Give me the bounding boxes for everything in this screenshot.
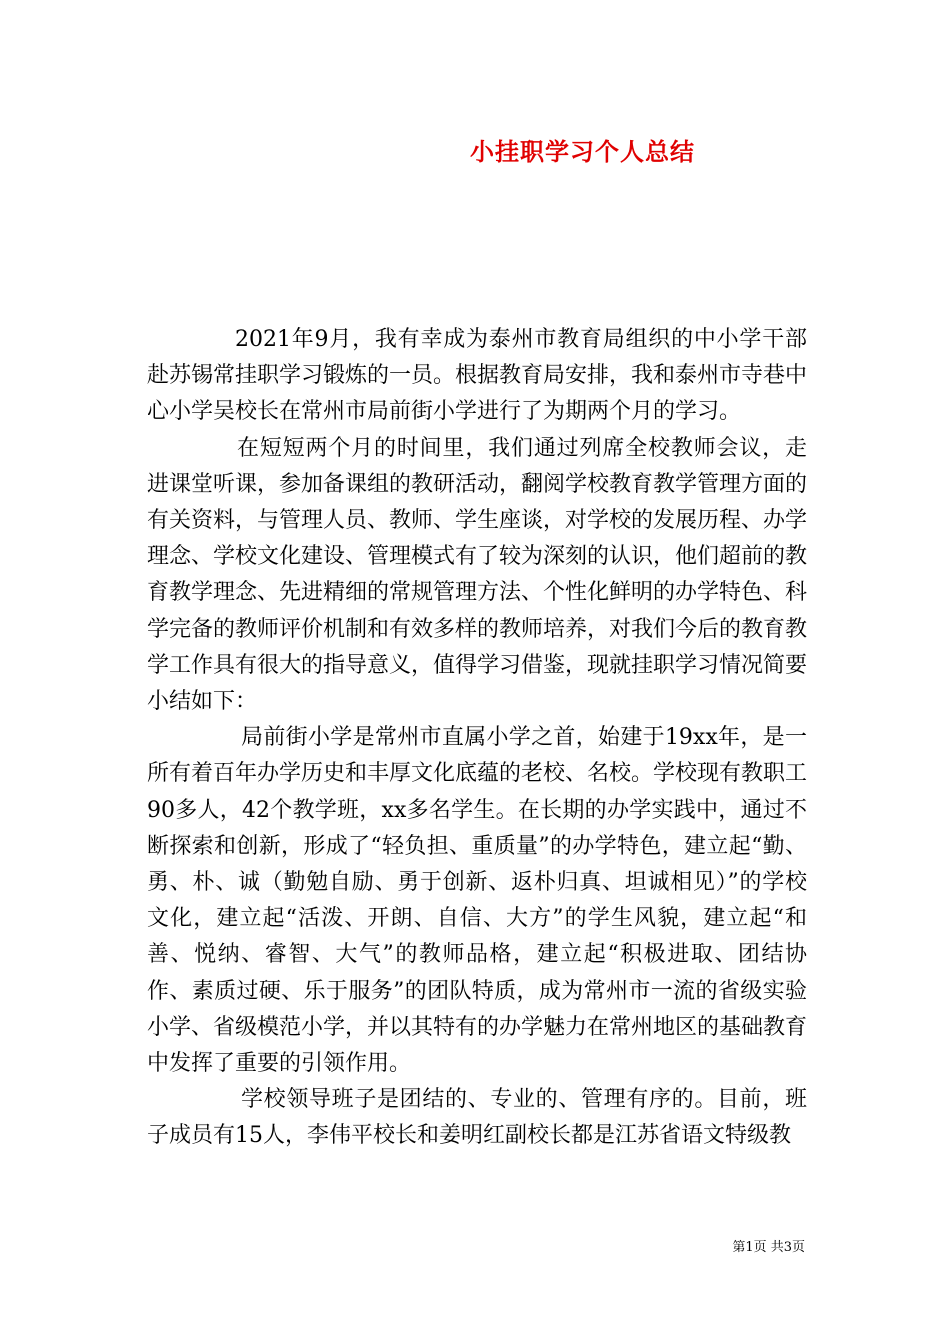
document-body — [147, 322, 807, 1155]
paragraph-2: 在短短两个月的时间里，我们通过列席全校教师会议，走进课堂听课，参加备课组的教研活动，翻阅学校教育教学管理方面的有关资料，与管理人员、教师、学生座谈，对学校的发展历程、办学理念、学校文化建设、管理模式有了较为深刻的认识，他们超前的教育教学理念、先进精细的常规管理方法、个性化鲜明的办学特色、科学完备的教师评价机制和有效多样的教师培养，对我们今后的教育教学工作具有很大的指导意义，值得学习借鉴，现就挂职学习情况简要小结如下： — [147, 435, 808, 715]
document-title: 小挂职学习个人总结 — [470, 137, 695, 166]
paragraph-3: 局前街小学是常州市直属小学之首，始建于19xx年，是一所有着百年办学历史和丰厚文化底蕴的老校、名校。学校现有教职工90多人，42个教学班，xx多名学生。在长期的办学实践中，通过不断探索和创新，形成了“轻负担、重质量”的办学特色，建立起“勤、勇、朴、诚（勤勉自励、勇于创新、返朴归真、坦诚相见）”的学校文化，建立起“活泼、开朗、自信、大方”的学生风貌，建立起“和善、悦纳、睿智、大气”的教师品格，建立起“积极进取、团结协作、素质过硬、乐于服务”的团队特质，成为常州市一流的省级实验小学、省级模范小学，并以其特有的办学魅力在常州地区的基础教育中发挥了重要的引领作用。 — [147, 725, 808, 1077]
paragraph-1: 2021年9月，我有幸成为泰州市教育局组织的中小学干部赴苏锡常挂职学习锻炼的一员。根据教育局安排，我和泰州市寺巷中心小学吴校长在常州市局前街小学进行了为期两个月的学习。 — [147, 327, 808, 425]
page-number-footer: 第1页 共3页 — [732, 1240, 805, 1255]
paragraph-4: 学校领导班子是团结的、专业的、管理有序的。目前，班子成员有15人，李伟平校长和姜明红副校长都是江苏省语文特级教 — [147, 1087, 807, 1149]
